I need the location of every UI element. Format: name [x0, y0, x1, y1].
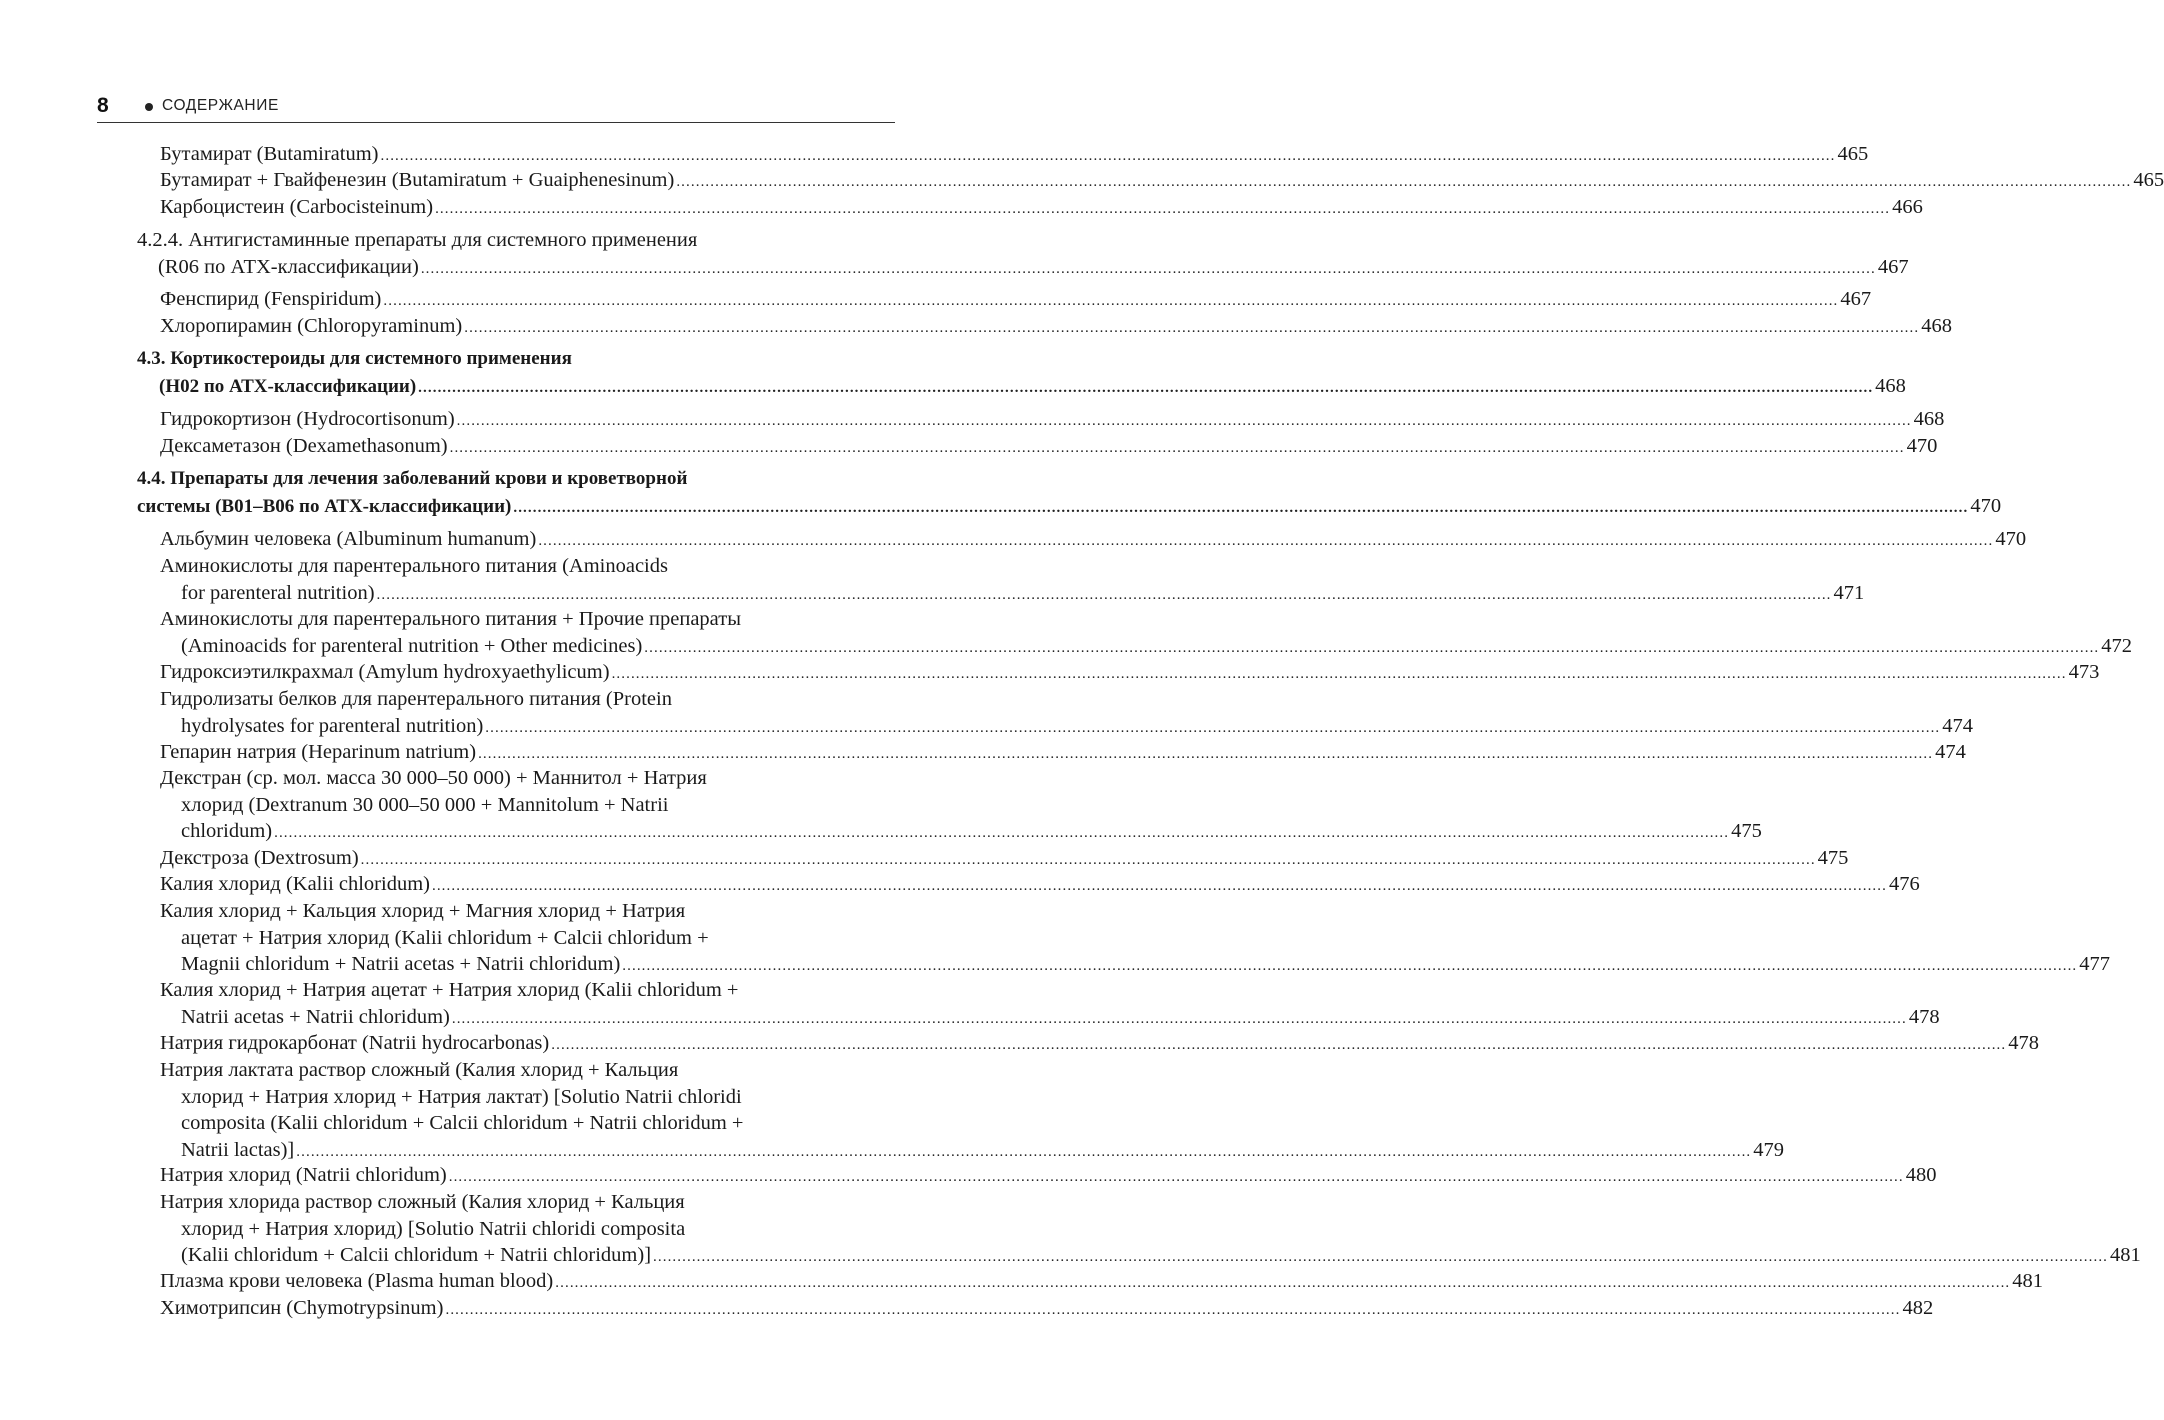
toc-page-number: 475 [1817, 847, 1849, 869]
toc-page-number: 478 [2008, 1032, 2039, 1054]
dot-leader: ............................................................................................................................................................................................................................................................................................................ [296, 1143, 1752, 1160]
dot-leader: ............................................................................................................................................................................................................................................................................................................ [431, 878, 1887, 894]
toc-entry[interactable] [160, 977, 1940, 1030]
toc-entry[interactable] [160, 1295, 1934, 1322]
toc-entry[interactable] [137, 466, 2002, 519]
toc-entry-text: for parenteral nutrition) [181, 581, 375, 604]
toc-entry-text: Бутамират (Butamiratum) [160, 143, 379, 165]
running-title: СОДЕРЖАНИЕ [162, 97, 279, 114]
toc-entry-text: Калия хлорид (Kalii chloridum) [160, 873, 430, 895]
toc-entry-text: chloridum) [181, 820, 273, 842]
toc-entry-text: Гидрокортизон (Hydrocortisonum) [160, 408, 455, 430]
dot-leader: ............................................................................................................................................................................................................................................................................................................ [418, 379, 1874, 396]
toc-entry[interactable] [137, 346, 1906, 399]
toc-entry[interactable] [160, 1057, 1785, 1163]
dot-leader: ............................................................................................................................................................................................................................................................................................................ [551, 1037, 2007, 1053]
toc-entry-text: (H02 по АТХ-классификации) [159, 375, 417, 397]
dot-leader: ............................................................................................................................................................................................................................................................................................................ [478, 746, 1934, 762]
toc-entry-text: Натрия гидрокарбонат (Natrii hydrocarbonas) [160, 1032, 550, 1054]
dot-leader: ............................................................................................................................................................................................................................................................................................................ [653, 1249, 2109, 1265]
toc-page-number: 470 [1906, 435, 1938, 457]
toc-entry-text: (Kalii chloridum + Calcii chloridum + Natrii chloridum)] [181, 1244, 652, 1266]
toc-entry[interactable] [160, 1162, 1937, 1189]
toc-page-number: 476 [1888, 873, 1920, 895]
dot-leader: ............................................................................................................................................................................................................................................................................................................ [644, 639, 2100, 656]
toc-entry-text: Декстроза (Dextrosum) [160, 847, 359, 869]
page-header [97, 92, 895, 123]
bullet-icon [145, 103, 153, 111]
dot-leader: ............................................................................................................................................................................................................................................................................................................ [420, 260, 1876, 277]
toc-entry-text: Декстран (ср. мол. масса 30 000–50 000) + Маннитол + Натрия [160, 767, 707, 789]
toc-entry-text: Аминокислоты для парентерального питания (Aminoacids [160, 555, 668, 577]
toc-page-number: 472 [2101, 634, 2133, 657]
toc-entry[interactable] [160, 526, 2027, 553]
toc-entry-text: Гидроксиэтилкрахмал (Amylum hydroxyaethylicum) [160, 661, 610, 683]
toc-entry-text: Натрия хлорида раствор сложный (Калия хлорид + Кальция [160, 1191, 685, 1213]
toc-page-number: 470 [1970, 494, 2002, 517]
toc-entry[interactable] [160, 167, 2164, 194]
dot-leader: ............................................................................................................................................................................................................................................................................................................ [451, 1010, 1907, 1027]
toc-page-number: 467 [1840, 288, 1872, 310]
toc-entry[interactable] [160, 553, 1865, 606]
toc-page-number: 479 [1753, 1138, 1785, 1161]
toc-page-number: 468 [1913, 408, 1945, 430]
toc-page-number: 481 [2012, 1270, 2044, 1292]
toc-page-number: 474 [1935, 741, 1966, 763]
toc-entry-text: Хлоропирамин (Chloropyraminum) [160, 315, 463, 337]
dot-leader: ............................................................................................................................................................................................................................................................................................................ [456, 413, 1912, 429]
dot-leader: ............................................................................................................................................................................................................................................................................................................ [360, 852, 1816, 868]
dot-leader: ............................................................................................................................................................................................................................................................................................................ [555, 1275, 2011, 1291]
toc-page-number: 482 [1902, 1297, 1934, 1319]
toc-entry-text: 4.2.4. Антигистаминные препараты для системного применения [137, 229, 698, 251]
toc-page-number: 480 [1905, 1164, 1937, 1186]
toc-entry-text: composita (Kalii chloridum + Calcii chloridum + Natrii chloridum + [181, 1112, 744, 1134]
toc-entry-text: системы (B01–B06 по АТХ-классификации) [137, 495, 512, 517]
toc-page-number: 477 [2079, 953, 2111, 975]
dot-leader: ............................................................................................................................................................................................................................................................................................................ [448, 1169, 1904, 1185]
toc-entry-text: Natrii acetas + Natrii chloridum) [181, 1005, 450, 1028]
toc-entry-text: Natrii lactas)] [181, 1138, 295, 1161]
toc-page-number: 475 [1731, 820, 1762, 842]
toc-entry[interactable] [160, 433, 1938, 460]
dot-leader: ............................................................................................................................................................................................................................................................................................................ [380, 148, 1836, 164]
toc-entry-text: Аминокислоты для парентерального питания + Прочие препараты [160, 608, 741, 630]
dot-leader: ............................................................................................................................................................................................................................................................................................................ [513, 499, 1969, 516]
toc-page-number: 473 [2068, 661, 2100, 683]
dot-leader: ............................................................................................................................................................................................................................................................................................................ [485, 719, 1941, 736]
dot-leader: ............................................................................................................................................................................................................................................................................................................ [383, 293, 1839, 309]
toc-page-number: 474 [1942, 714, 1974, 737]
toc-page-number: 471 [1833, 581, 1865, 604]
toc-entry[interactable] [160, 898, 2111, 978]
toc-entry-text: Химотрипсин (Chymotrypsinum) [160, 1297, 444, 1319]
toc-entry[interactable] [160, 194, 1923, 221]
toc-entry[interactable] [160, 1030, 2039, 1057]
dot-leader: ............................................................................................................................................................................................................................................................................................................ [611, 666, 2067, 682]
toc-entry[interactable] [137, 227, 1909, 280]
dot-leader: ............................................................................................................................................................................................................................................................................................................ [449, 440, 1905, 456]
toc-entry[interactable] [160, 141, 1869, 168]
dot-leader: ............................................................................................................................................................................................................................................................................................................ [445, 1302, 1901, 1318]
toc-entry-text: хлорид + Натрия хлорид + Натрия лактат) [Solutio Natrii chloridi [181, 1085, 742, 1108]
toc-entry[interactable] [160, 313, 1952, 340]
toc-page-number: 468 [1921, 315, 1952, 337]
toc-entry[interactable] [160, 1189, 2141, 1269]
toc-entry-text: Калия хлорид + Натрия ацетат + Натрия хлорид (Kalii chloridum + [160, 979, 739, 1001]
toc-entry-text: (Aminoacids for parenteral nutrition + Other medicines) [181, 634, 643, 657]
toc-entry-text: хлорид (Dextranum 30 000–50 000 + Mannitolum + Natrii [181, 793, 669, 816]
toc-entry-text: Фенспирид (Fenspiridum) [160, 288, 382, 310]
toc-entry[interactable] [160, 286, 1872, 313]
toc-entry-text: ацетат + Натрия хлорид (Kalii chloridum + Calcii chloridum + [181, 926, 709, 949]
toc-entry[interactable] [160, 686, 1974, 739]
dot-leader: ............................................................................................................................................................................................................................................................................................................ [274, 825, 1730, 841]
toc-entry[interactable] [160, 765, 1762, 845]
dot-leader: ............................................................................................................................................................................................................................................................................................................ [538, 533, 1994, 549]
toc-entry-text: 4.3. Кортикостероиды для системного применения [137, 348, 572, 369]
dot-leader: ............................................................................................................................................................................................................................................................................................................ [376, 586, 1832, 603]
toc-entry[interactable] [160, 871, 1920, 898]
toc-page-number: 478 [1908, 1005, 1940, 1028]
toc-entry-text: Калия хлорид + Кальция хлорид + Магния хлорид + Натрия [160, 900, 686, 922]
toc-entry-text: Натрия хлорид (Natrii chloridum) [160, 1164, 447, 1186]
toc-entry[interactable] [160, 406, 1945, 433]
toc-entry-text: (R06 по АТХ-классификации) [158, 255, 419, 278]
toc-page-number: 467 [1877, 255, 1909, 278]
toc-entry-text: Гидролизаты белков для парентерального питания (Protein [160, 688, 672, 710]
page-number: 8 [97, 94, 109, 117]
toc-entry[interactable] [160, 739, 1966, 766]
toc-entry[interactable] [160, 1268, 2044, 1295]
dot-leader: ............................................................................................................................................................................................................................................................................................................ [622, 958, 2078, 974]
toc-page-number: 465 [1837, 143, 1869, 165]
toc-page-number: 468 [1875, 374, 1906, 397]
toc-entry-text: hydrolysates for parenteral nutrition) [181, 714, 484, 737]
toc-entry-text: Альбумин человека (Albuminum humanum) [160, 528, 537, 550]
toc-entry-text: Плазма крови человека (Plasma human blood) [160, 1270, 554, 1292]
toc-entry-text: 4.4. Препараты для лечения заболеваний крови и кроветворной [137, 468, 688, 489]
toc-page-number: 466 [1892, 196, 1923, 218]
toc-entry[interactable] [160, 659, 2100, 686]
toc-entry-text: Гепарин натрия (Heparinum natrium) [160, 741, 477, 763]
dot-leader: ............................................................................................................................................................................................................................................................................................................ [435, 201, 1891, 217]
toc-entry-text: Дексаметазон (Dexamethasonum) [160, 435, 448, 457]
toc-entry[interactable] [160, 845, 1849, 872]
toc-entry-text: Magnii chloridum + Natrii acetas + Natrii chloridum) [181, 953, 621, 975]
toc-page-number: 470 [1995, 528, 2027, 550]
toc-page-number: 481 [2110, 1244, 2141, 1266]
toc-entry[interactable] [160, 606, 2133, 659]
toc-page-number: 465 [2133, 169, 2164, 191]
toc-entry-text: Карбоцистеин (Carbocisteinum) [160, 196, 434, 218]
toc-entry-text: хлорид + Натрия хлорид) [Solutio Natrii chloridi composita [181, 1217, 686, 1240]
dot-leader: ............................................................................................................................................................................................................................................................................................................ [676, 174, 2132, 190]
toc-entry-text: Натрия лактата раствор сложный (Калия хлорид + Кальция [160, 1059, 679, 1081]
toc-entry-text: Бутамират + Гвайфенезин (Butamiratum + Guaiphenesinum) [160, 169, 675, 191]
dot-leader: ............................................................................................................................................................................................................................................................................................................ [464, 320, 1920, 336]
